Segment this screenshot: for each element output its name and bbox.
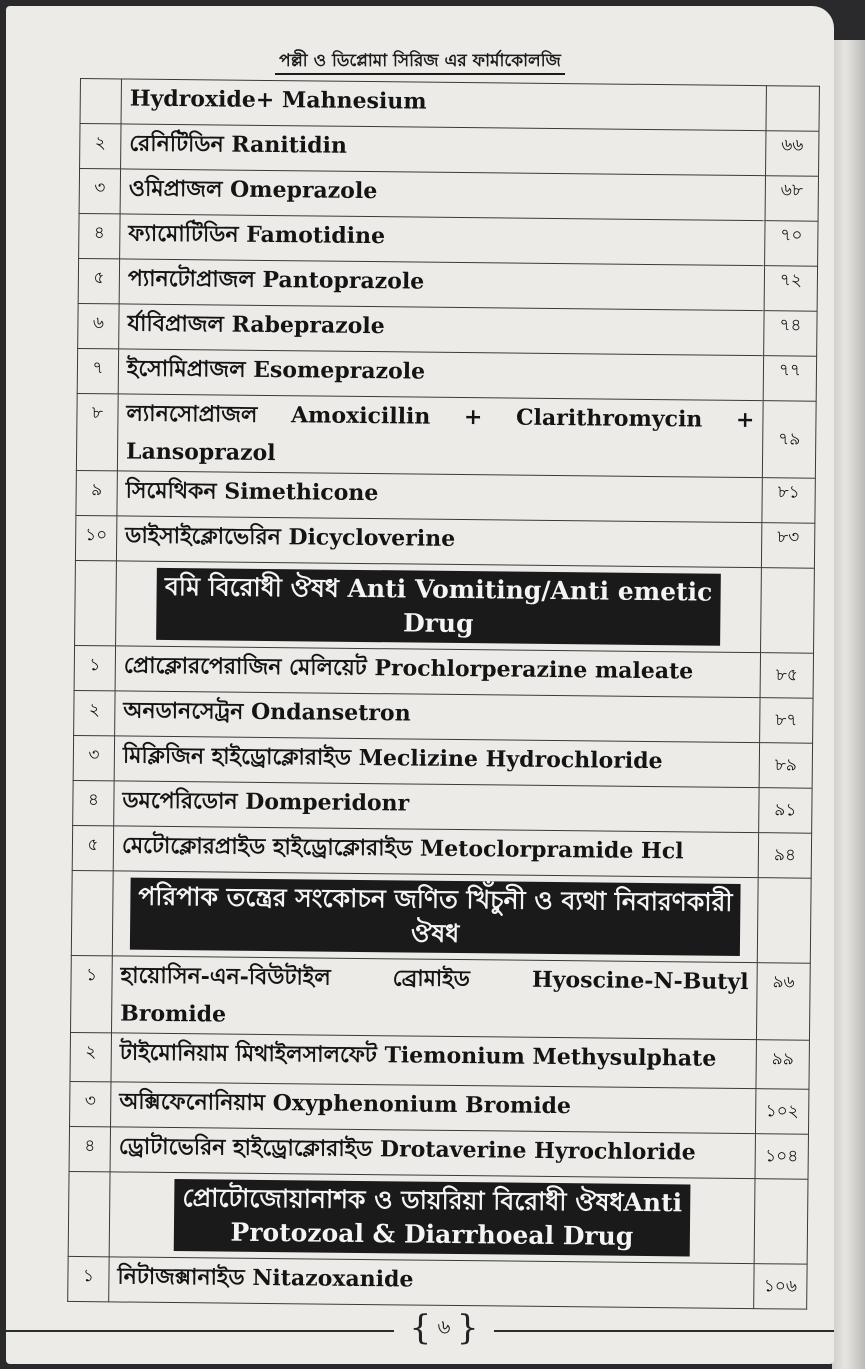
- page-cell: ৭৯: [762, 401, 816, 479]
- page-cell: ৭৪: [764, 311, 817, 357]
- drug-name-cell: প্যানটোপ্রাজল Pantoprazole: [119, 259, 764, 311]
- drug-name-cell: ল্যানসোপ্রাজল Amoxicillin + Clarithromycin + Lansoprazol: [117, 394, 763, 478]
- table-row: [76, 470, 815, 523]
- table-row: [80, 124, 819, 177]
- table-row: [79, 213, 818, 266]
- page-cell: ৯১: [759, 788, 812, 834]
- page-cell: ৮৭: [760, 698, 813, 744]
- running-head: পল্লী ও ডিপ্লোমা সিরিজ এর ফার্মাকোলজি: [6, 48, 834, 76]
- footer-rule-right: [494, 1330, 834, 1332]
- page-cell: ৯৬: [756, 963, 810, 1041]
- table-row: [70, 1081, 809, 1134]
- table-row: [78, 258, 817, 311]
- drug-name-cell: সিমেথিকন Simethicone: [117, 471, 762, 523]
- serial-cell: ৪: [79, 213, 120, 258]
- table-row: [75, 515, 814, 568]
- section-heading-line: বমি বিরোধী ঔষধ Anti Vomiting/Anti emetic: [164, 571, 713, 607]
- page-cell: ৭৭: [763, 356, 816, 402]
- footer-rule-left: [6, 1330, 394, 1332]
- adjacent-page-edge: [832, 40, 865, 1369]
- table-row: [71, 955, 811, 1040]
- table-row: [73, 780, 812, 833]
- drug-name-cell: নিটাজক্সানাইড Nitazoxanide: [109, 1257, 754, 1309]
- drug-name-cell: ওমিপ্রাজল Omeprazole: [120, 169, 765, 221]
- serial-cell: ৮: [76, 393, 118, 470]
- drug-name-cell: অনডানসেট্রন Ondansetron: [115, 691, 760, 743]
- serial-cell: ৩: [79, 169, 120, 214]
- drug-name-cell: ইসোমিপ্রাজল Esomeprazole: [118, 349, 763, 401]
- page-cell: ৬৬: [766, 131, 819, 177]
- serial-cell: ৫: [78, 258, 119, 303]
- table-row: [78, 303, 817, 356]
- drug-name-cell: টাইমোনিয়াম মিথাইলসালফেট Tiemonium Methysulphate: [111, 1033, 756, 1089]
- page-cell: ১০৪: [755, 1134, 808, 1180]
- serial-cell: ৩: [70, 1081, 111, 1126]
- serial-cell: ৪: [73, 780, 114, 825]
- drug-name-cell: মিক্লিজিন হাইড্রোক্লোরাইড Meclizine Hydrochloride: [114, 736, 759, 788]
- serial-cell: ৪: [69, 1126, 110, 1171]
- table-row: [74, 690, 813, 743]
- drug-name-cell: মেটোক্লোরপ্রাইড হাইড্রোক্লোরাইড Metoclorpramide Hcl: [113, 826, 758, 878]
- drug-name-cell: র্যাবিপ্রাজল Rabeprazole: [119, 304, 764, 356]
- page-cell: ৯৯: [756, 1040, 810, 1090]
- page-cell: ৮৯: [759, 743, 812, 789]
- table-row: [73, 735, 812, 788]
- serial-cell: ২: [70, 1032, 112, 1081]
- page-cell: ৮৫: [760, 653, 813, 699]
- drug-name-cell: হায়োসিন-এন-বিউটাইল ব্রোমাইড Hyoscine-N-Butyl Bromide: [112, 956, 758, 1040]
- serial-cell: ১: [71, 955, 113, 1032]
- section-heading-row: [68, 1171, 808, 1264]
- section-heading-line: পরিপাক তন্ত্রের সংকোচন জণিত খিঁচুনী ও ব্যথা নিবারণকারী: [138, 881, 733, 917]
- drug-name-cell: ডমপেরিডোন Domperidonr: [114, 781, 759, 833]
- page-cell: ১০২: [755, 1089, 808, 1135]
- page-cell: ৮১: [762, 478, 815, 524]
- table-row: [72, 825, 811, 878]
- section-heading-row: [71, 870, 811, 963]
- serial-cell: ১০: [75, 515, 116, 560]
- serial-cell: [80, 79, 121, 124]
- page-cell: ৯৪: [758, 833, 811, 879]
- serial-cell: ৭: [77, 348, 118, 393]
- page-cell: [766, 86, 819, 132]
- book-page: [6, 6, 834, 1364]
- serial-cell: ১: [74, 645, 115, 690]
- table-row: [70, 1032, 809, 1089]
- page-cell: ৭০: [765, 221, 818, 267]
- contents-table: [67, 78, 820, 1310]
- drug-name-cell: ড্রোটাভেরিন হাইড্রোক্লোরাইড Drotaverine Hyrochloride: [110, 1127, 755, 1179]
- serial-cell: ৫: [72, 825, 113, 870]
- section-heading-row: [75, 560, 815, 653]
- section-heading: [112, 871, 758, 963]
- table-row: [69, 1126, 808, 1179]
- drug-name-cell: Hydroxide+ Mahnesium: [121, 79, 766, 131]
- drug-name-cell: ডাইসাইক্লোভেরিন Dicycloverine: [116, 516, 761, 568]
- table-row: [74, 645, 813, 698]
- page-cell: ১০৬: [754, 1264, 807, 1310]
- page-number: { ৬ }: [409, 1308, 479, 1348]
- section-heading-line: ঔষধ: [410, 918, 460, 949]
- serial-cell: ২: [74, 690, 115, 735]
- section-heading-line: প্রোটোজোয়ানাশক ও ডায়রিয়া বিরোধী ঔষধAnti: [182, 1183, 683, 1218]
- section-heading-line: Drug: [402, 608, 474, 639]
- drug-name-cell: ফ্যামোটিডিন Famotidine: [120, 214, 765, 266]
- serial-cell: ১: [68, 1256, 109, 1301]
- drug-name-cell: প্রোক্লোরপেরাজিন মেলিয়েট Prochlorperazine maleate: [115, 646, 760, 698]
- serial-cell: ৩: [73, 735, 114, 780]
- serial-cell: ২: [80, 124, 121, 169]
- drug-name-cell: অক্সিফেনোনিয়াম Oxyphenonium Bromide: [111, 1082, 756, 1134]
- section-heading: [109, 1172, 755, 1264]
- section-heading: [116, 561, 762, 653]
- table-row: [77, 348, 816, 401]
- table-row: [79, 169, 818, 222]
- page-cell: ৮৩: [761, 523, 814, 569]
- serial-cell: ৯: [76, 470, 117, 515]
- drug-name-cell: রেনিটিডিন Ranitidin: [121, 124, 766, 176]
- serial-cell: ৬: [78, 303, 119, 348]
- table-row: [80, 79, 819, 132]
- table-row: [68, 1256, 807, 1309]
- section-heading-line: Protozoal & Diarrhoeal Drug: [230, 1217, 634, 1251]
- table-row: [76, 393, 816, 478]
- page-cell: ৬৮: [765, 176, 818, 222]
- page-cell: ৭২: [764, 266, 817, 312]
